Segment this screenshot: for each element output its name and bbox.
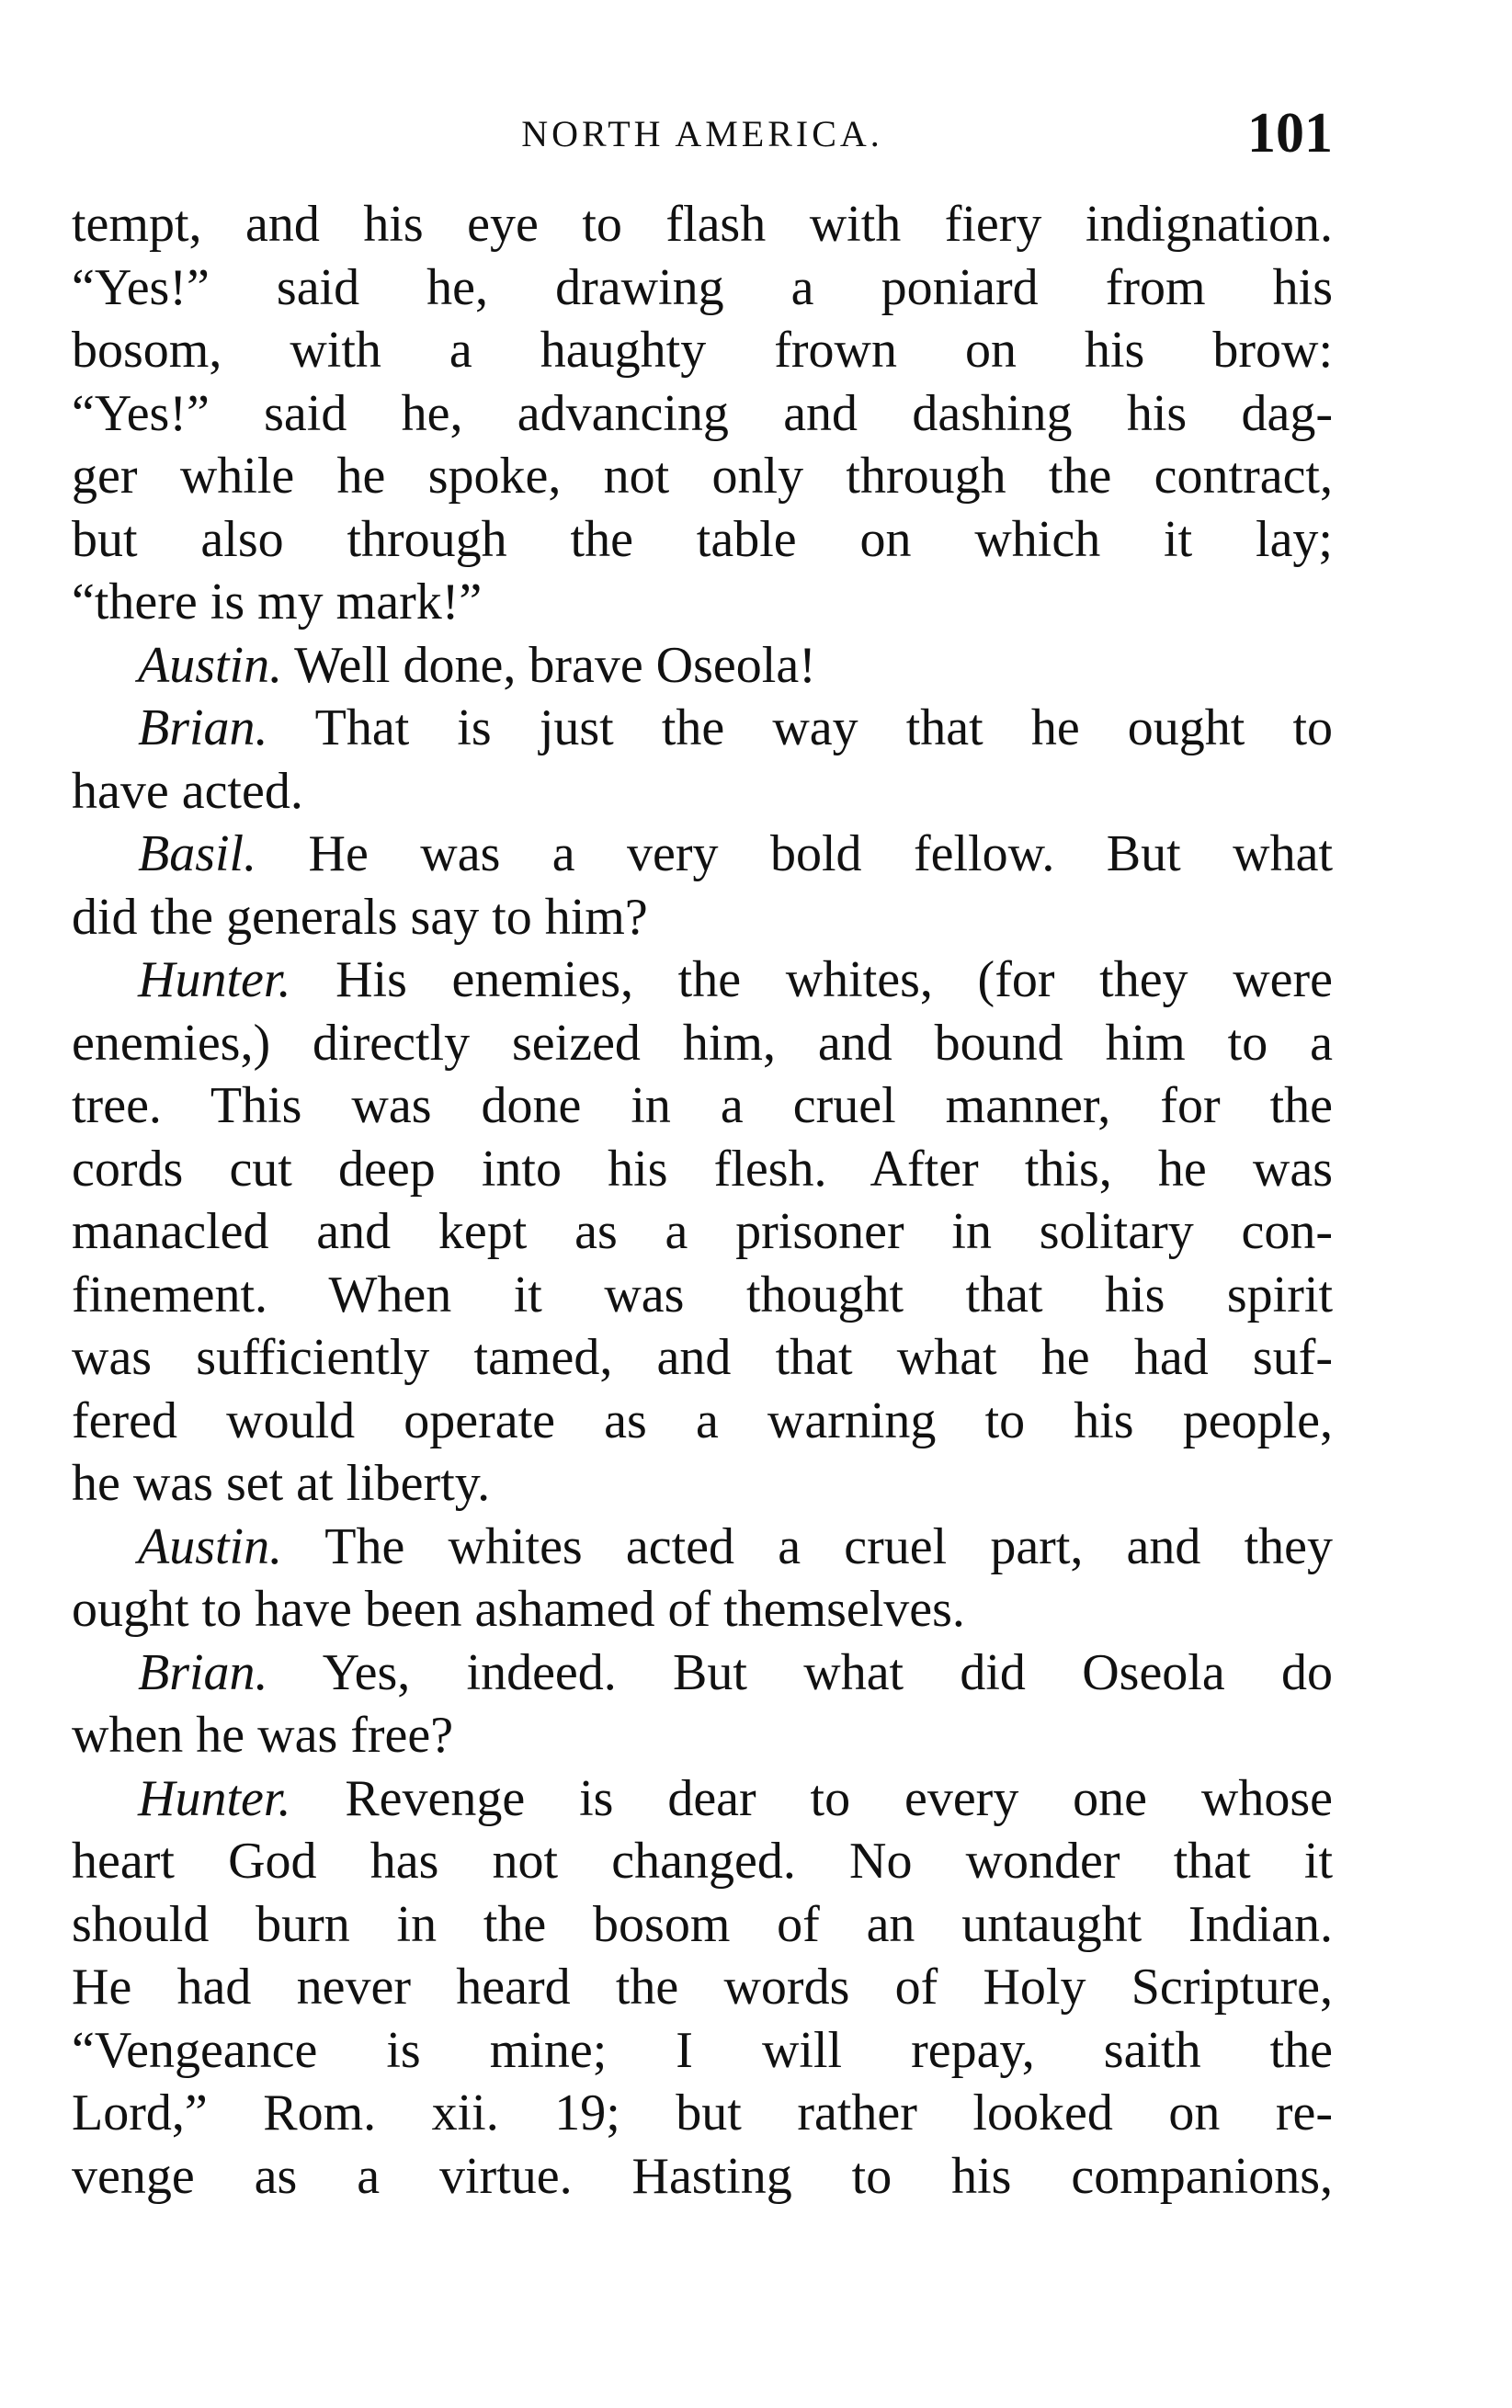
dialogue-text: The whites acted a cruel part, and they xyxy=(282,1517,1333,1575)
dialogue-line xyxy=(72,1516,1333,1579)
dialogue-text: Yes, indeed. But what did Oseola do xyxy=(267,1643,1333,1701)
dialogue-line xyxy=(72,634,1333,698)
speaker-name: Basil. xyxy=(138,825,257,882)
speaker-name: Austin. xyxy=(138,1517,283,1575)
dialogue-text: His enemies, the whites, (for they were xyxy=(290,951,1333,1008)
text-line: “Yes!” said he, drawing a poniard from his xyxy=(72,258,1333,316)
text-line: have acted. xyxy=(72,762,303,820)
dialogue-line xyxy=(72,1641,1333,1705)
text-line: when he was free? xyxy=(72,1707,454,1764)
book-page xyxy=(72,101,1333,2344)
text-line: ger while he spoke, not only through the contract, xyxy=(72,448,1333,505)
speaker-name: Hunter. xyxy=(138,951,291,1008)
speaker-name: Brian. xyxy=(138,1643,268,1701)
text-line: but also through the table on which it lay; xyxy=(72,510,1333,568)
page-number: 101 xyxy=(1247,102,1333,165)
text-line: He had never heard the words of Holy Scripture, xyxy=(72,1959,1333,2016)
text-line: “Yes!” said he, advancing and dashing his dag- xyxy=(72,384,1333,442)
text-line: enemies,) directly seized him, and bound him to a xyxy=(72,1014,1333,1072)
dialogue-text: That is just the way that he ought to xyxy=(267,699,1333,756)
dialogue-line xyxy=(72,948,1333,1012)
speaker-name: Austin. xyxy=(138,636,283,694)
text-line: should burn in the bosom of an untaught Indian. xyxy=(72,1895,1333,1953)
text-line: was sufficiently tamed, and that what he had suf- xyxy=(72,1329,1333,1386)
text-line: “there is my mark!” xyxy=(72,574,483,630)
text-line: Lord,” Rom. xii. 19; but rather looked on re- xyxy=(72,2084,1333,2141)
text-line: heart God has not changed. No wonder that it xyxy=(72,1833,1333,1890)
dialogue-text: Well done, brave Oseola! xyxy=(282,636,816,694)
text-line: bosom, with a haughty frown on his brow: xyxy=(72,322,1333,379)
dialogue-line xyxy=(72,1767,1333,1831)
text-line: ought to have been ashamed of themselves. xyxy=(72,1581,965,1638)
text-line: fered would operate as a warning to his people, xyxy=(72,1391,1333,1449)
dialogue-text: He was a very bold fellow. But what xyxy=(256,825,1333,882)
speaker-name: Brian. xyxy=(138,699,268,756)
text-line: cords cut deep into his flesh. After this, he was xyxy=(72,1140,1333,1198)
text-line: finement. When it was thought that his spirit xyxy=(72,1266,1333,1323)
dialogue-line xyxy=(72,823,1333,886)
dialogue-line xyxy=(72,697,1333,760)
running-head xyxy=(72,101,1333,184)
text-line: venge as a virtue. Hasting to his companions, xyxy=(72,2147,1333,2205)
text-line: “Vengeance is mine; I will repay, saith the xyxy=(72,2021,1333,2079)
text-line: tree. This was done in a cruel manner, for the xyxy=(72,1077,1333,1134)
dialogue-text: Revenge is dear to every one whose xyxy=(290,1769,1333,1827)
text-line: did the generals say to him? xyxy=(72,888,648,946)
text-line: tempt, and his eye to flash with fiery indignation. xyxy=(72,196,1333,253)
text-body xyxy=(72,193,1333,2208)
running-title: NORTH AMERICA. xyxy=(521,113,883,154)
speaker-name: Hunter. xyxy=(138,1769,291,1827)
text-line: manacled and kept as a prisoner in solitary con- xyxy=(72,1203,1333,1260)
text-line: he was set at liberty. xyxy=(72,1455,491,1512)
